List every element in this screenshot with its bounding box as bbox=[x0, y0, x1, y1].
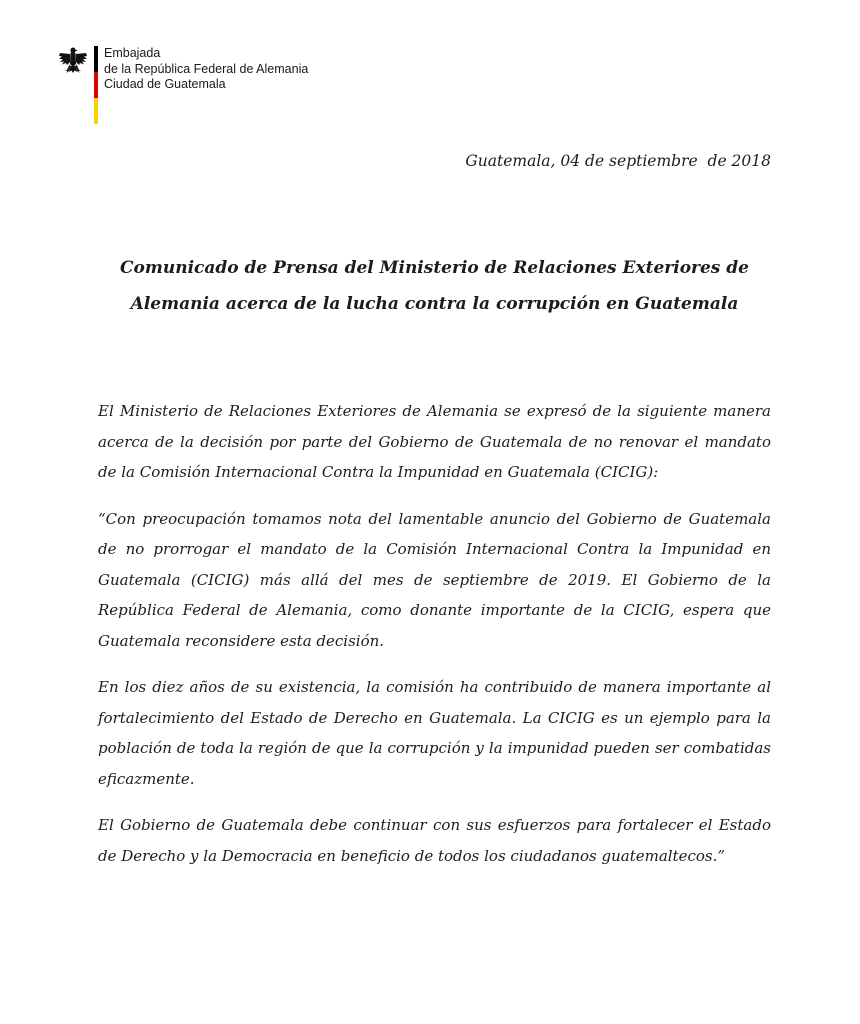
title-line: Comunicado de Prensa del Ministerio de Relaciones Exteriores de bbox=[120, 258, 749, 278]
body-paragraph: En los diez años de su existencia, la comisión ha contribuido de manera importante al fortalecimiento del Estado de Derecho en Guatemala. La CICIG es un ejemplo para la población de toda la región de que la corrupción y la impunidad pueden ser combatidas eficazmente. bbox=[98, 678, 771, 788]
embassy-name bbox=[104, 46, 308, 93]
document-body bbox=[98, 396, 771, 887]
embassy-line: Embajada bbox=[104, 46, 161, 60]
flag-stripe-red bbox=[94, 72, 98, 98]
flag-stripe-gold bbox=[94, 98, 98, 124]
document-title bbox=[98, 250, 771, 322]
body-paragraph: El Ministerio de Relaciones Exteriores de Alemania se expresó de la siguiente manera acerca de la decisión por parte del Gobierno de Guatemala de no renovar el mandato de la Comisión Internacional Contra la Impunidad en Guatemala (CICIG): bbox=[98, 402, 771, 481]
flag-stripe-black bbox=[94, 46, 98, 72]
title-line: Alemania acerca de la lucha contra la corrupción en Guatemala bbox=[130, 294, 739, 314]
embassy-line: Ciudad de Guatemala bbox=[104, 77, 226, 91]
document-date: Guatemala, 04 de septiembre de 2018 bbox=[465, 152, 771, 170]
body-paragraph: “Con preocupación tomamos nota del lamentable anuncio del Gobierno de Guatemala de no prorrogar el mandato de la Comisión Internacional Contra la Impunidad en Guatemala (CICIG) más allá del mes de septiembre de 2019. El Gobierno de la República Federal de Alemania, como donante importante de la CICIG, espera que Guatemala reconsidere esta decisión. bbox=[98, 509, 771, 650]
body-paragraph: El Gobierno de Guatemala debe continuar con sus esfuerzos para fortalecer el Estado de Derecho y la Democracia en beneficio de todos los ciudadanos guatemaltecos.” bbox=[98, 816, 771, 865]
embassy-line: de la República Federal de Alemania bbox=[104, 61, 309, 76]
letterhead bbox=[58, 44, 358, 124]
flag-color-bar bbox=[94, 46, 98, 124]
federal-eagle-icon bbox=[58, 46, 88, 80]
